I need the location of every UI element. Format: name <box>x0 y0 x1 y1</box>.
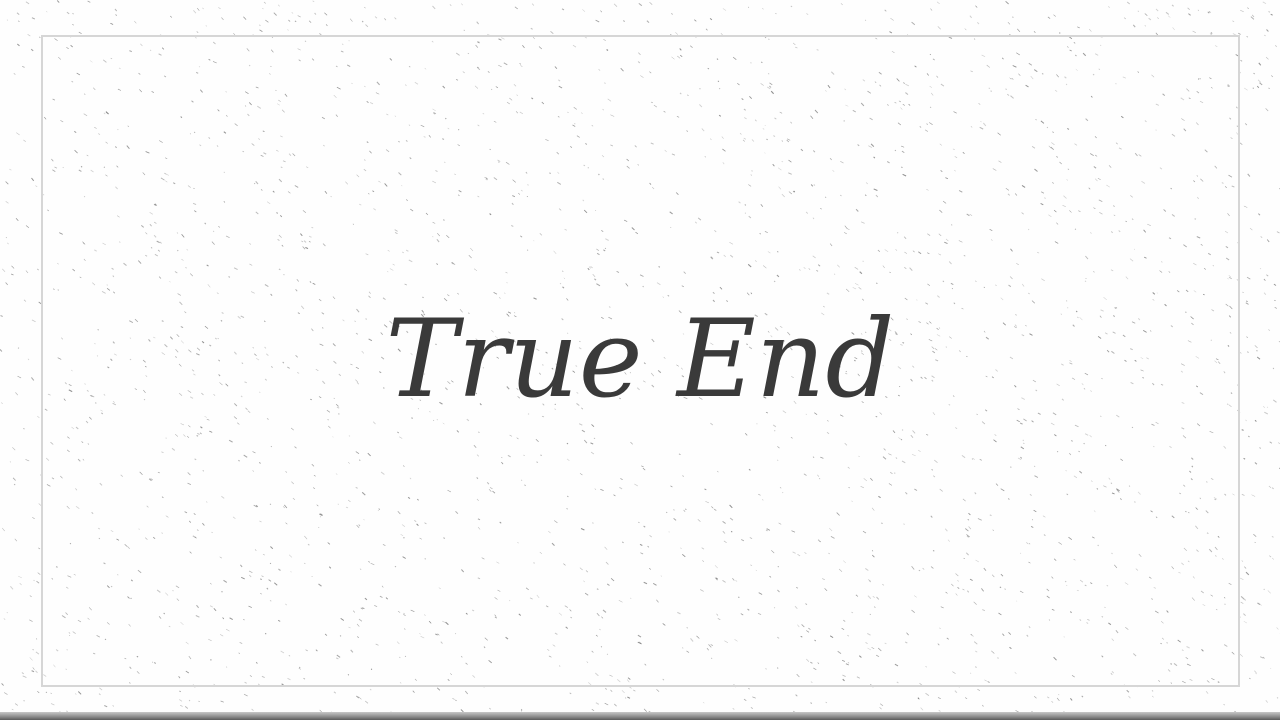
ending-title-text: True End <box>385 297 895 422</box>
bottom-edge-shadow <box>0 712 1280 720</box>
